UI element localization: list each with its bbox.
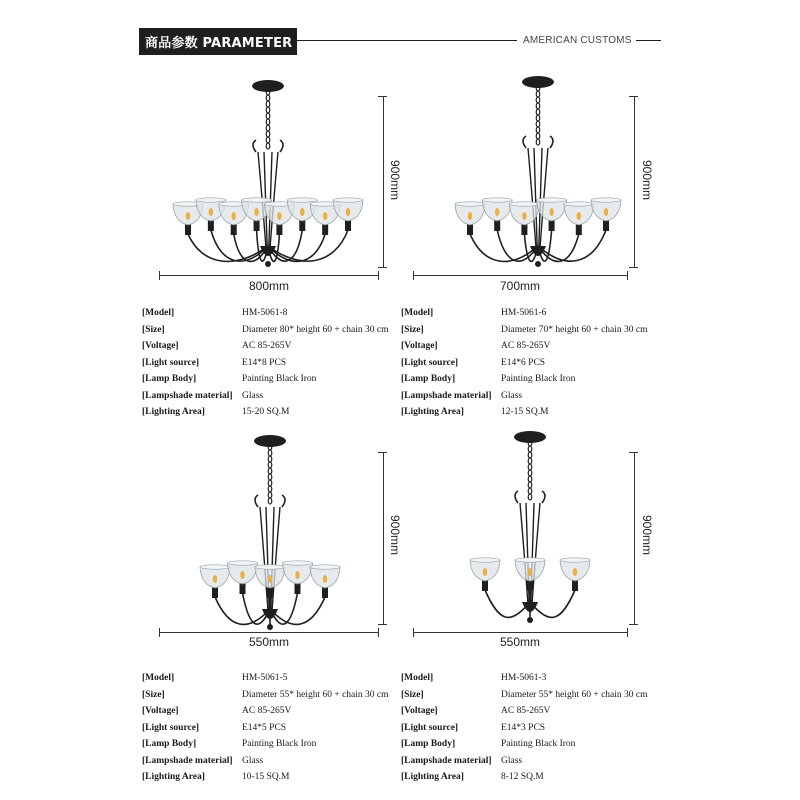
ceiling-canopy [252, 80, 284, 92]
spec-key: [Lampshade material] [401, 755, 492, 766]
height-dimension-line [634, 452, 635, 625]
spec-key: [Lamp Body] [401, 739, 456, 749]
shade-rim [228, 561, 258, 565]
spec-key: [Voltage] [142, 341, 179, 351]
shade-rim [564, 202, 594, 206]
shade-rim [310, 565, 340, 569]
spec-key: [Light source] [142, 357, 200, 368]
bulb [240, 571, 244, 579]
spec-key: [Model] [142, 673, 175, 683]
spec-key: [Size] [401, 324, 424, 335]
spec-key: [Lighting Area] [401, 772, 464, 782]
spec-value: Diameter 80* height 60 + chain 30 cm [242, 324, 389, 335]
dimension-tick [629, 96, 638, 97]
scroll-ornament [515, 491, 545, 503]
spec-key: [Voltage] [401, 341, 438, 351]
spec-value: Glass [501, 390, 523, 401]
spec-key: [Size] [401, 689, 424, 700]
shade-rim [196, 198, 226, 202]
dimension-tick [413, 628, 414, 637]
spec-key: [Lighting Area] [142, 407, 205, 417]
spec-value: 8-12 SQ.M [501, 772, 544, 782]
spec-row-voltage [142, 703, 389, 720]
dimension-tick [627, 271, 628, 280]
candle-cup [527, 580, 533, 591]
candle-cup [231, 224, 237, 235]
product-block [400, 360, 800, 782]
bulb [577, 212, 581, 220]
width-dimension-line [413, 632, 628, 633]
spec-table [401, 670, 648, 786]
spec-value: Painting Black Iron [242, 739, 317, 749]
candle-cup [494, 220, 500, 231]
lamp-arm [255, 565, 285, 625]
spec-value: AC 85-265V [242, 706, 292, 716]
bulb [213, 575, 217, 583]
spec-value: Painting Black Iron [501, 739, 576, 749]
scroll-ornament [253, 140, 283, 152]
dimension-tick [159, 271, 160, 280]
spec-row-size [401, 687, 648, 704]
bulb [528, 568, 532, 576]
bulb [346, 208, 350, 216]
candle-cup [267, 587, 273, 598]
bulb [268, 575, 272, 583]
bulb [495, 208, 499, 216]
height-label: 900mm [388, 160, 402, 201]
ceiling-canopy [254, 435, 286, 447]
candle-cup [467, 224, 473, 235]
dimension-tick [378, 271, 379, 280]
spec-value: HM-5061-3 [501, 673, 547, 683]
shade-rim [242, 198, 272, 202]
spec-key: [Light source] [401, 357, 459, 368]
spec-row-light-source [142, 720, 389, 737]
spec-key: [Lamp Body] [401, 374, 456, 384]
product-block [0, 360, 402, 782]
product-block [0, 0, 402, 417]
bulb [522, 212, 526, 220]
spec-row-lampshade [142, 753, 389, 770]
spec-row-size [142, 687, 389, 704]
lamp-arm [515, 558, 545, 618]
candle-cup [322, 587, 328, 598]
width-dimension-line [159, 275, 379, 276]
spec-row-size [401, 322, 648, 339]
width-label: 550mm [499, 635, 540, 649]
spec-key: [Lamp Body] [142, 374, 197, 384]
candle-cup [549, 220, 555, 231]
spec-row-model [142, 305, 389, 322]
shade-rim [200, 565, 230, 569]
dimension-tick [413, 271, 414, 280]
spec-value: Diameter 70* height 60 + chain 30 cm [501, 324, 648, 335]
spec-key: [Size] [142, 324, 165, 335]
spec-key: [Lampshade material] [142, 390, 233, 401]
spec-key: [Light source] [401, 722, 459, 733]
width-label: 800mm [248, 279, 289, 293]
spec-key: [Model] [401, 673, 434, 683]
spec-key: [Lighting Area] [142, 772, 205, 782]
spec-value: 12-15 SQ.M [501, 407, 549, 417]
spec-key: [Model] [142, 308, 175, 318]
finial-drop [265, 261, 271, 267]
bulb [300, 208, 304, 216]
candle-cup [254, 220, 260, 231]
bulb [549, 208, 553, 216]
shade-rim [283, 561, 313, 565]
spec-value: AC 85-265V [242, 341, 292, 351]
spec-value: HM-5061-5 [242, 673, 288, 683]
candle-cup [208, 220, 214, 231]
spec-row-lighting-area [142, 769, 389, 786]
dimension-tick [629, 452, 638, 453]
spec-key: [Size] [142, 689, 165, 700]
bulb [604, 208, 608, 216]
spec-key: [Lighting Area] [401, 407, 464, 417]
shade-rim [591, 198, 621, 202]
spec-row-light-source [401, 720, 648, 737]
shade-rim [509, 202, 539, 206]
bulb [468, 212, 472, 220]
bulb [232, 212, 236, 220]
dimension-tick [627, 628, 628, 637]
spec-value: E14*3 PCS [501, 722, 546, 733]
shade-rim [470, 558, 500, 562]
dimension-tick [378, 267, 387, 268]
bulb [277, 212, 281, 220]
candle-cup [240, 583, 246, 594]
height-dimension-line [634, 96, 635, 268]
bulb [483, 568, 487, 576]
dimension-tick [629, 267, 638, 268]
bulb [295, 571, 299, 579]
chain [528, 440, 532, 500]
spec-value: 15-20 SQ.M [242, 407, 290, 417]
spec-value: Diameter 55* height 60 + chain 30 cm [242, 689, 389, 700]
shade-rim [455, 202, 485, 206]
candle-cup [603, 220, 609, 231]
finial-drop [535, 261, 541, 267]
spec-row-lighting-area [401, 769, 648, 786]
spec-value: Painting Black Iron [242, 374, 317, 384]
spec-key: [Lamp Body] [142, 739, 197, 749]
spec-key: [Model] [401, 308, 434, 318]
spec-value: 10-15 SQ.M [242, 772, 290, 782]
candle-cup [345, 220, 351, 231]
spec-key: [Lampshade material] [401, 390, 492, 401]
shade-rim [515, 558, 545, 562]
width-dimension-line [413, 275, 628, 276]
chandelier-image [400, 0, 800, 280]
bulb [323, 575, 327, 583]
spec-row-model [401, 670, 648, 687]
dimension-tick [159, 628, 160, 637]
spec-row-model [401, 305, 648, 322]
spec-value: E14*5 PCS [242, 722, 287, 733]
spec-key: [Voltage] [142, 706, 179, 716]
dimension-tick [378, 624, 387, 625]
shade-rim [255, 565, 285, 569]
dimension-tick [378, 452, 387, 453]
shade-rim [333, 198, 363, 202]
spec-value: Glass [242, 390, 264, 401]
width-label: 550mm [248, 635, 289, 649]
header-subtitle: AMERICAN CUSTOMS [523, 35, 632, 46]
shade-rim [537, 198, 567, 202]
scroll-ornament [255, 495, 285, 507]
bulb [209, 208, 213, 216]
bulb [323, 212, 327, 220]
shade-rim [560, 558, 590, 562]
dimension-tick [378, 628, 379, 637]
chandelier-image [0, 360, 400, 640]
spec-row-lamp-body [142, 736, 389, 753]
spec-value: Glass [242, 755, 264, 766]
scroll-ornament [523, 136, 553, 148]
height-label: 900mm [388, 515, 402, 556]
shade-rim [287, 198, 317, 202]
candle-cup [299, 220, 305, 231]
width-dimension-line [159, 632, 379, 633]
spec-row-voltage [142, 338, 389, 355]
spec-row-voltage [401, 703, 648, 720]
spec-value: E14*8 PCS [242, 357, 287, 368]
chandelier-image [0, 0, 400, 280]
candle-cup [322, 224, 328, 235]
dimension-tick [629, 624, 638, 625]
candle-cup [212, 587, 218, 598]
width-label: 700mm [499, 279, 540, 293]
spec-row-lampshade [401, 753, 648, 770]
spec-key: [Light source] [142, 722, 200, 733]
chain [268, 444, 272, 504]
candle-cup [521, 224, 527, 235]
candle-cup [572, 580, 578, 591]
height-label: 900mm [640, 515, 654, 556]
spec-key: [Lampshade material] [142, 755, 233, 766]
spec-value: AC 85-265V [501, 341, 551, 351]
spec-value: E14*6 PCS [501, 357, 546, 368]
section-title: 商品参数 PARAMETER [139, 28, 297, 55]
candle-cup [295, 583, 301, 594]
candle-cup [576, 224, 582, 235]
candle-cup [276, 224, 282, 235]
chandelier-image [400, 360, 800, 640]
spec-value: Glass [501, 755, 523, 766]
spec-value: HM-5061-8 [242, 308, 288, 318]
candle-cup [482, 580, 488, 591]
spec-value: Painting Black Iron [501, 374, 576, 384]
product-block [400, 0, 800, 417]
bulb [573, 568, 577, 576]
shade-rim [482, 198, 512, 202]
dimension-tick [378, 96, 387, 97]
height-dimension-line [383, 96, 384, 268]
spec-row-size [142, 322, 389, 339]
bulb [186, 212, 190, 220]
ceiling-canopy [514, 431, 546, 443]
spec-key: [Voltage] [401, 706, 438, 716]
candle-cup [185, 224, 191, 235]
chain [536, 85, 540, 145]
spec-row-model [142, 670, 389, 687]
spec-row-lamp-body [401, 736, 648, 753]
spec-value: Diameter 55* height 60 + chain 30 cm [501, 689, 648, 700]
bulb [254, 208, 258, 216]
chain [266, 89, 270, 149]
spec-value: AC 85-265V [501, 706, 551, 716]
height-label: 900mm [640, 160, 654, 201]
spec-row-voltage [401, 338, 648, 355]
spec-table [142, 670, 389, 786]
spec-value: HM-5061-6 [501, 308, 547, 318]
ceiling-canopy [522, 76, 554, 88]
height-dimension-line [383, 452, 384, 625]
